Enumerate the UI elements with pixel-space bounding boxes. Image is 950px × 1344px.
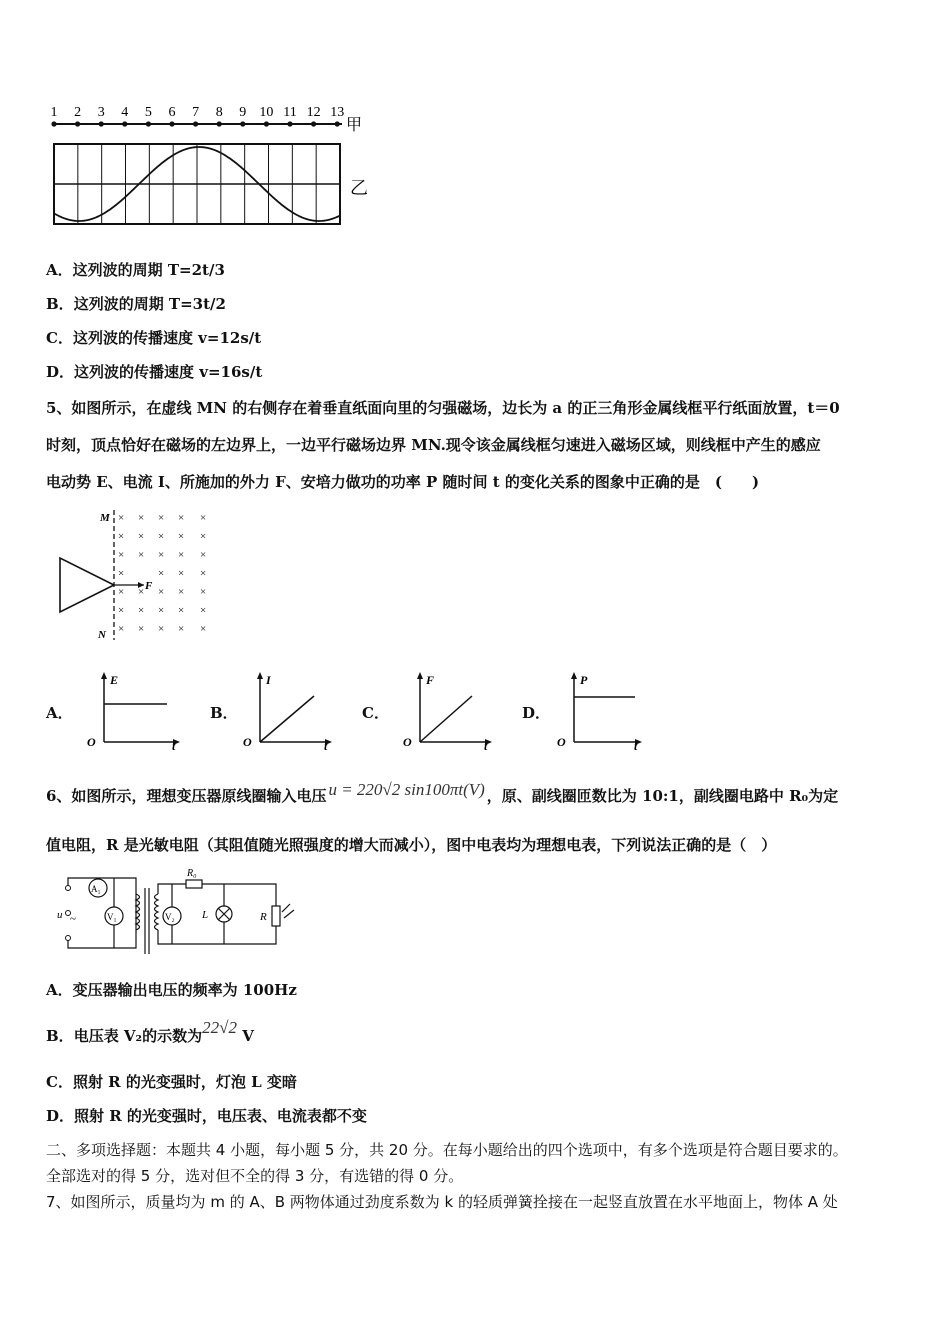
wave-point-number: 3 (97, 105, 105, 120)
field-cross: × (178, 530, 185, 543)
field-cross: × (158, 512, 165, 524)
graph-d (554, 670, 654, 752)
field-cross: × (118, 604, 125, 617)
q4-option-a[interactable]: A．这列波的周期 T=2t/3 (46, 261, 225, 279)
field-cross: × (118, 512, 125, 524)
graph-b (240, 670, 340, 752)
transformer-circuit (54, 866, 304, 956)
q6-option-c[interactable]: C．照射 R 的光变强时，灯泡 L 变暗 (46, 1073, 297, 1091)
field-cross: × (158, 530, 165, 543)
q4-option-d[interactable]: D．这列波的传播速度 v=16s/t (46, 363, 263, 381)
magnetic-field-figure (56, 508, 226, 643)
graph-b-letter[interactable]: B． (210, 704, 238, 722)
wave-label-top: 甲 (346, 117, 363, 134)
field-cross: × (118, 623, 125, 635)
svg-text:~: ~ (70, 913, 76, 925)
field-cross: × (200, 586, 207, 598)
svg-text:V₂: V₂ (165, 912, 175, 922)
q6-option-d[interactable]: D．照射 R 的光变强时，电压表、电流表都不变 (46, 1107, 367, 1125)
triangle-frame (60, 558, 114, 612)
field-cross: × (138, 623, 145, 635)
wave-point-dot (335, 121, 340, 126)
svg-text:t: t (172, 739, 176, 752)
wave-point-number: 10 (259, 105, 274, 120)
svg-text:F: F (426, 673, 435, 687)
q5-text-line3: 电动势 E、电流 I、所施加的外力 F、安培力做功的功率 P 随时间 t 的变化关系的图象中正确的是 ( ) (46, 473, 760, 491)
wave-point-dot (311, 121, 316, 126)
section2-heading-line1: 二、多项选择题：本题共 4 小题，每小题 5 分，共 20 分。在每小题给出的四个选项中，有多个选项是符合题目要求的。 (46, 1141, 848, 1159)
svg-text:L: L (202, 909, 209, 921)
field-cross: × (178, 604, 185, 617)
q6-voltage-formula: u = 220√2 sin100πt(V) (328, 780, 485, 799)
field-cross: × (138, 549, 145, 561)
svg-text:t: t (634, 739, 638, 752)
field-cross: × (200, 512, 207, 524)
wave-point-dot (146, 121, 151, 126)
q6-option-b-formula: 22√2 (202, 1018, 237, 1037)
wave-point-number: 8 (215, 105, 223, 120)
wave-point-dot (193, 121, 198, 126)
field-cross: × (158, 604, 165, 617)
field-cross: × (178, 549, 185, 561)
field-cross: × (200, 623, 207, 635)
field-cross: × (200, 604, 207, 617)
svg-text:O: O (87, 735, 96, 749)
svg-text:A₁: A₁ (91, 884, 101, 894)
wave-point-dot (75, 121, 80, 126)
wave-point-number: 6 (168, 105, 176, 120)
label-m: M (100, 512, 110, 524)
wave-point-number: 12 (306, 105, 321, 120)
field-cross: × (138, 586, 145, 598)
graph-c (400, 670, 500, 752)
wave-point-number: 7 (192, 105, 200, 120)
field-cross: × (158, 567, 165, 580)
svg-text:u: u (57, 909, 63, 921)
label-f: F (145, 580, 153, 592)
q4-option-b[interactable]: B．这列波的周期 T=3t/2 (46, 295, 226, 313)
wave-point-number: 4 (121, 105, 129, 120)
field-cross: × (138, 604, 145, 617)
svg-text:t: t (484, 739, 488, 752)
wave-point-dot (217, 121, 222, 126)
field-cross: × (178, 567, 185, 580)
wave-point-dot (287, 121, 292, 126)
field-cross: × (200, 549, 207, 561)
field-cross: × (178, 512, 185, 524)
wave-point-number: 2 (74, 105, 82, 120)
svg-text:P: P (580, 673, 588, 687)
field-cross: × (158, 586, 165, 598)
svg-text:E: E (110, 673, 119, 687)
q5-text-line1: 5、如图所示，在虚线 MN 的右侧存在着垂直纸面向里的匀强磁场，边长为 a 的正三角形金属线框平行纸面放置，t＝0 (46, 399, 840, 417)
field-cross: × (178, 586, 185, 598)
svg-text:V₁: V₁ (107, 912, 117, 922)
wave-point-dot (99, 121, 104, 126)
graph-d-letter[interactable]: D． (522, 704, 551, 722)
field-cross: × (200, 567, 207, 580)
graph-a-letter[interactable]: A． (46, 704, 73, 722)
field-cross: × (138, 512, 145, 524)
wave-point-dot (51, 121, 56, 126)
q4-option-c[interactable]: C．这列波的传播速度 v=12s/t (46, 329, 262, 347)
field-cross: × (118, 549, 125, 561)
photoresistor-label: R (260, 911, 267, 923)
field-cross: × (118, 530, 125, 543)
wave-point-number: 5 (144, 105, 152, 120)
graph-c-letter[interactable]: C． (362, 704, 389, 722)
field-cross: × (118, 586, 125, 598)
svg-text:O: O (403, 735, 412, 749)
svg-text:I: I (266, 673, 271, 687)
wave-point-number: 9 (239, 105, 247, 120)
wave-point-number: 1 (50, 105, 58, 120)
field-cross: × (158, 549, 165, 561)
wave-point-dot (122, 121, 127, 126)
field-cross: × (178, 623, 185, 635)
wave-point-dot (240, 121, 245, 126)
q5-text-line2: 时刻，顶点恰好在磁场的左边界上，一边平行磁场边界 MN.现令该金属线框匀速进入磁场区域，则线框中产生的感应 (46, 436, 821, 454)
wave-point-dot (264, 121, 269, 126)
q6-option-a[interactable]: A．变压器输出电压的频率为 100Hz (46, 981, 297, 999)
wave-point-number: 13 (330, 105, 345, 120)
field-cross: × (138, 530, 145, 543)
label-n: N (98, 629, 106, 641)
q6-option-b[interactable]: B．电压表 V₂的示数为22√2 V (46, 1018, 254, 1045)
q6-text-line1: 6、如图所示，理想变压器原线圈输入电压 u = 220√2 sin100πt(V) ，原、副线圈匝数比为 10:1，副线圈电路中 R₀为定 (46, 780, 839, 805)
graph-b-line (260, 696, 314, 742)
wave-point-dot (169, 121, 174, 126)
svg-text:O: O (243, 735, 252, 749)
svg-text:t: t (324, 739, 328, 752)
field-cross: × (200, 530, 207, 543)
field-cross: × (158, 623, 165, 635)
wave-point-number: 11 (283, 105, 297, 120)
q6-text-line2: 值电阻，R 是光敏电阻（其阻值随光照强度的增大而减小），图中电表均为理想电表，下列说法正确的是（ ） (46, 836, 777, 854)
wave-figure (44, 100, 384, 230)
graph-a (84, 670, 184, 752)
section2-heading-line2: 全部选对的得 5 分，选对但不全的得 3 分，有选错的得 0 分。 (46, 1167, 464, 1185)
graph-c-line (420, 696, 472, 742)
wave-label-bottom: 乙 (350, 178, 368, 198)
svg-text:O: O (557, 735, 566, 749)
q7-text-line1: 7、如图所示，质量均为 m 的 A、B 两物体通过劲度系数为 k 的轻质弹簧拴接在一起竖直放置在水平地面上，物体 A 处 (46, 1193, 838, 1211)
resistor-r0-label: R₀ (187, 868, 197, 879)
field-cross: × (118, 567, 125, 580)
